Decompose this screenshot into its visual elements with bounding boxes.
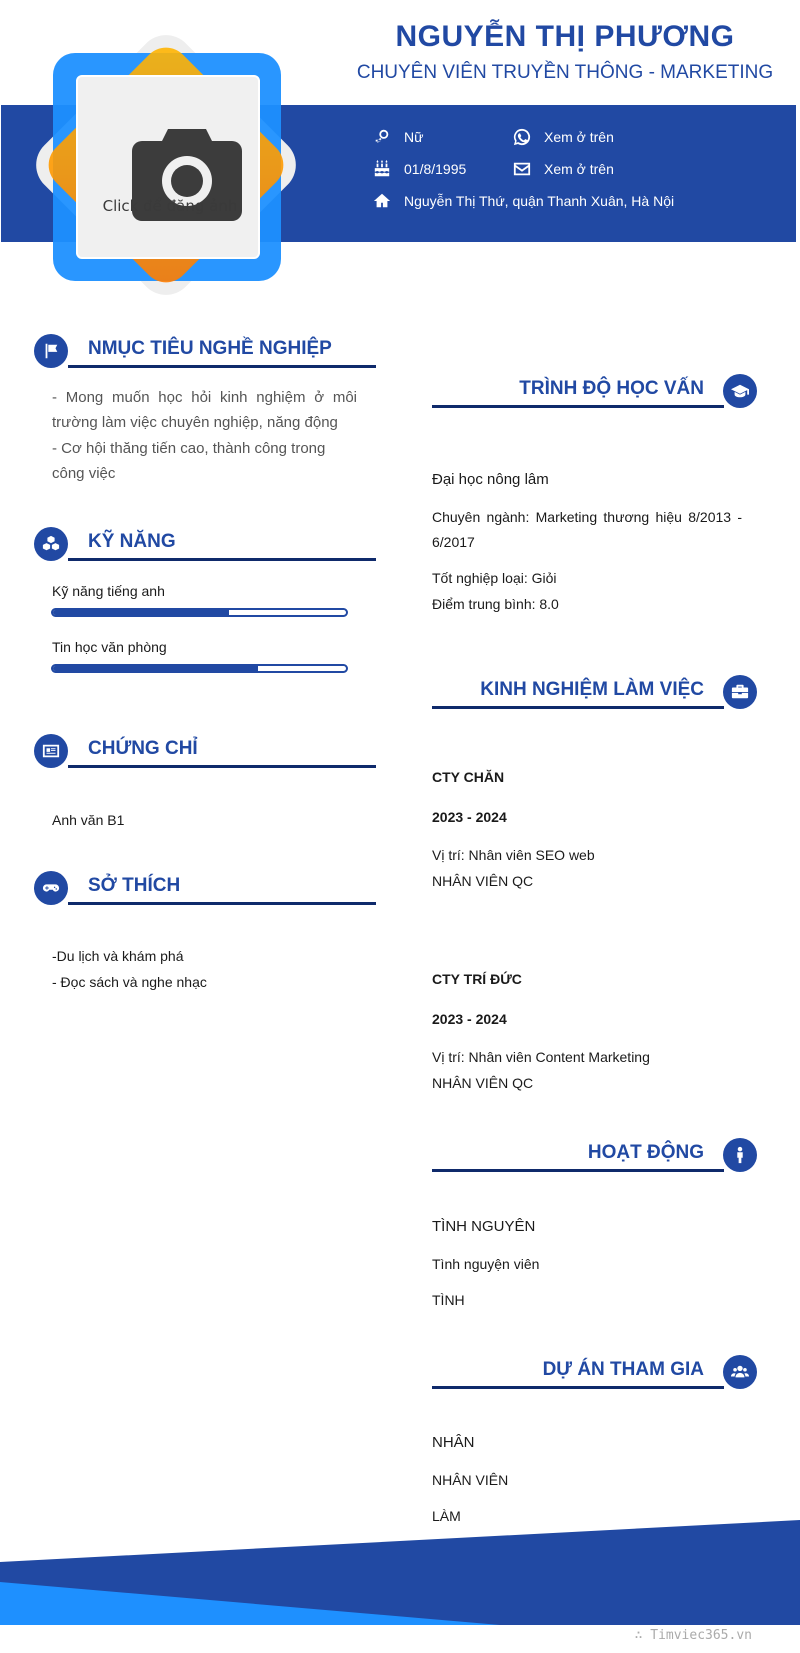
gender-info [372, 128, 423, 146]
skill-bar-1 [51, 608, 348, 617]
job-2-period: 2023 - 2024 [432, 1011, 507, 1027]
watermark: ∴ Timviec365.vn [634, 1628, 752, 1643]
upload-photo-label[interactable]: Click để đăng ảnh [102, 197, 238, 215]
gamepad-icon [42, 879, 60, 897]
gender-icon [372, 128, 392, 146]
users-icon [731, 1363, 749, 1381]
briefcase-icon [731, 683, 749, 701]
job-title: CHUYÊN VIÊN TRUYỀN THÔNG - MARKETING [356, 62, 774, 83]
activity-line-3: TÌNH [432, 1292, 465, 1308]
certificate-item-1: Anh văn B1 [52, 812, 125, 828]
job-1-description: NHÂN VIÊN QC [432, 873, 534, 889]
birthday-text: 01/8/1995 [404, 161, 467, 177]
skills-divider [68, 558, 376, 561]
activities-divider [432, 1169, 724, 1172]
project-line-3: LÀM [432, 1508, 461, 1524]
hobbies-section-icon [34, 871, 68, 905]
skills-title: KỸ NĂNG [88, 531, 176, 552]
skills-section-icon [34, 527, 68, 561]
address-text: Nguyễn Thị Thứ, quận Thanh Xuân, Hà Nội [404, 193, 675, 209]
projects-divider [432, 1386, 724, 1389]
education-title: TRÌNH ĐỘ HỌC VẤN [519, 378, 704, 399]
activity-line-2: Tình nguyện viên [432, 1256, 540, 1272]
photo-upload-box[interactable] [76, 75, 260, 259]
skill-bar-1-fill [53, 610, 229, 615]
activities-section-icon [723, 1138, 757, 1172]
certificates-divider [68, 765, 376, 768]
person-icon [731, 1146, 749, 1164]
skill-label-1: Kỹ năng tiếng anh [52, 583, 165, 599]
hobbies-title: SỞ THÍCH [88, 875, 181, 896]
email-text: Xem ở trên [544, 161, 614, 177]
email-info [512, 160, 614, 178]
objective-line-2: - Cơ hội thăng tiến cao, thành công trong công việc [52, 440, 326, 482]
graduation-cap-icon [731, 382, 749, 400]
objective-divider [68, 365, 376, 368]
job-1-company: CTY CHĂN [432, 769, 505, 785]
birthday-cake-icon [372, 160, 392, 178]
experience-section-icon [723, 675, 757, 709]
id-card-icon [42, 742, 60, 760]
cubes-icon [42, 535, 60, 553]
candidate-name: NGUYỄN THỊ PHƯƠNG [395, 20, 735, 53]
birthday-info [372, 160, 466, 178]
education-grade: Tốt nghiệp loại: Giỏi [432, 570, 557, 586]
skill-bar-2-fill [53, 666, 258, 671]
footer-decoration [0, 1520, 800, 1640]
hobbies-divider [68, 902, 376, 905]
education-gpa: Điểm trung bình: 8.0 [432, 596, 559, 612]
certificates-section-icon [34, 734, 68, 768]
objective-title: NMỤC TIÊU NGHỀ NGHIỆP [88, 338, 332, 359]
gender-text: Nữ [404, 129, 424, 145]
skill-bar-2 [51, 664, 348, 673]
projects-section-icon [723, 1355, 757, 1389]
job-1-position: Vị trí: Nhân viên SEO web [432, 847, 595, 863]
education-major: Chuyên ngành: Marketing thương hiệu 8/2013 - 6/2017 [432, 509, 742, 550]
phone-text: Xem ở trên [544, 129, 614, 145]
job-2-position: Vị trí: Nhân viên Content Marketing [432, 1049, 650, 1065]
flag-icon [42, 342, 60, 360]
home-icon [372, 192, 392, 210]
avatar[interactable] [22, 25, 312, 310]
phone-info [512, 128, 614, 146]
address-info [372, 192, 674, 210]
job-1-period: 2023 - 2024 [432, 809, 507, 825]
experience-divider [432, 706, 724, 709]
skill-label-2: Tin học văn phòng [52, 639, 167, 655]
project-line-2: NHÂN VIÊN [432, 1472, 509, 1488]
certificates-title: CHỨNG CHỈ [88, 738, 198, 759]
activity-line-1: TÌNH NGUYÊN [432, 1218, 536, 1235]
objective-line-1: - Mong muốn học hỏi kinh nghiệm ở môi trường làm việc chuyên nghiệp, năng động [52, 389, 357, 431]
hobby-line-2: - Đọc sách và nghe nhạc [52, 974, 207, 990]
project-line-1: NHÂN [432, 1434, 475, 1451]
education-divider [432, 405, 724, 408]
projects-title: DỰ ÁN THAM GIA [542, 1359, 704, 1380]
education-section-icon [723, 374, 757, 408]
job-2-description: NHÂN VIÊN QC [432, 1075, 534, 1091]
objective-section-icon [34, 334, 68, 368]
job-2-company: CTY TRÍ ĐỨC [432, 971, 522, 987]
envelope-icon [512, 160, 532, 178]
hobby-line-1: -Du lịch và khám phá [52, 948, 184, 964]
whatsapp-icon [512, 128, 532, 146]
activities-title: HOẠT ĐỘNG [587, 1142, 704, 1163]
education-school: Đại học nông lâm [432, 471, 549, 488]
experience-title: KINH NGHIỆM LÀM VIỆC [480, 679, 704, 700]
